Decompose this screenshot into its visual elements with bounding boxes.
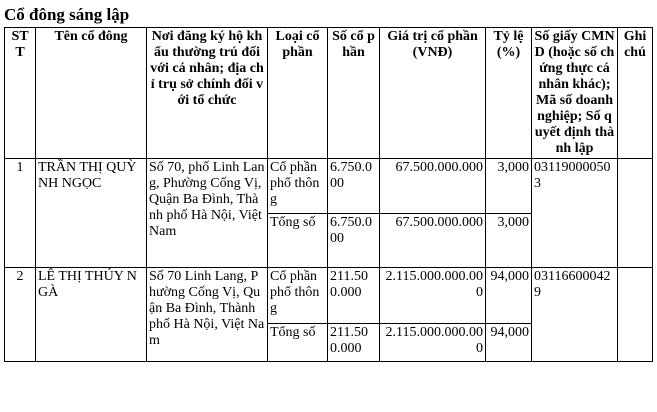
header-share-value: Giá trị cổ phần (VNĐ) <box>380 28 486 159</box>
row-total-ratio: 94,000 <box>486 324 532 362</box>
row-total-value: 67.500.000.000 <box>380 214 486 268</box>
header-share-count: Số cổ phần <box>328 28 380 159</box>
header-row <box>5 28 653 159</box>
row-name: TRẦN THỊ QUỲNH NGỌC <box>36 159 147 268</box>
row-total-label: Tổng số <box>268 324 328 362</box>
row-address: Số 70 Linh Lang, Phường Cống Vị, Quận Ba Đình, Thành phố Hà Nội, Việt Nam <box>147 268 268 362</box>
row-share-count: 211.500.000 <box>328 268 380 324</box>
header-name: Tên cổ đông <box>36 28 147 159</box>
row-ratio: 94,000 <box>486 268 532 324</box>
header-share-type: Loại cổ phần <box>268 28 328 159</box>
row-stt: 1 <box>5 159 36 268</box>
row-note <box>618 268 653 362</box>
row-total-ratio: 3,000 <box>486 214 532 268</box>
table-row <box>5 268 653 324</box>
row-share-type: Cổ phần phổ thông <box>268 268 328 324</box>
row-share-count: 6.750.000 <box>328 159 380 214</box>
shareholders-table <box>4 27 653 362</box>
row-share-value: 2.115.000.000.000 <box>380 268 486 324</box>
header-id-number: Số giấy CMND (hoặc số chứng thực cá nhân khác); Mã số doanh nghiệp; Số quyết định thành lập <box>532 28 618 159</box>
row-address: Số 70, phố Linh Lang, Phường Cống Vị, Quận Ba Đình, Thành phố Hà Nội, Việt Nam <box>147 159 268 268</box>
section-title: Cổ đông sáng lập <box>4 5 130 24</box>
row-total-count: 211.500.000 <box>328 324 380 362</box>
row-total-value: 2.115.000.000.000 <box>380 324 486 362</box>
header-stt: STT <box>5 28 36 159</box>
row-note <box>618 159 653 268</box>
row-total-label: Tổng số <box>268 214 328 268</box>
table-row <box>5 159 653 214</box>
header-ratio: Tỷ lệ (%) <box>486 28 532 159</box>
row-ratio: 3,000 <box>486 159 532 214</box>
row-stt: 2 <box>5 268 36 362</box>
row-share-type: Cổ phần phổ thông <box>268 159 328 214</box>
row-name: LÊ THỊ THÚY NGÀ <box>36 268 147 362</box>
row-total-count: 6.750.000 <box>328 214 380 268</box>
row-id-number: 031190000503 <box>532 159 618 268</box>
header-note: Ghi chú <box>618 28 653 159</box>
row-share-value: 67.500.000.000 <box>380 159 486 214</box>
header-address: Nơi đăng ký hộ khẩu thường trú đối với cá nhân; địa chỉ trụ sở chính đối với tổ chức <box>147 28 268 159</box>
row-id-number: 031166000429 <box>532 268 618 362</box>
